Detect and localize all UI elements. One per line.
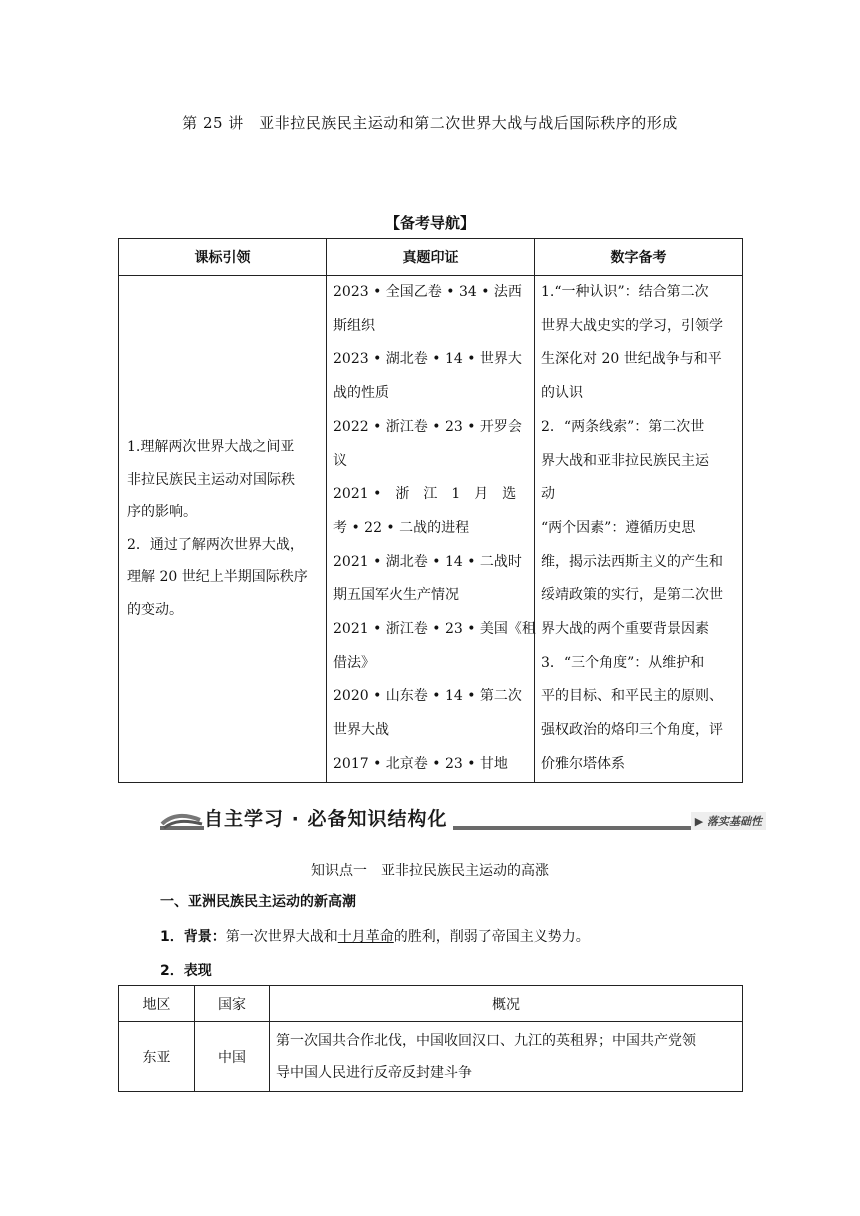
section-heading: 一、亚洲民族民主运动的新高潮 <box>160 894 356 910</box>
region-cell: 东亚 <box>119 1022 195 1092</box>
section-banner <box>160 806 766 832</box>
text-line: 3．“三个角度”：从维护和 <box>541 654 705 671</box>
background-text-after: 的胜利，削弱了帝国主义势力。 <box>393 929 590 945</box>
text-line: 理解 20 世纪上半期国际秩序 <box>127 569 308 586</box>
table-row <box>119 276 743 783</box>
table-header-row <box>119 986 743 1022</box>
banner-tag-label: 落实基础性 <box>707 815 762 828</box>
header-digital-prep: 数字备考 <box>535 239 743 276</box>
overview-cell <box>270 1022 743 1092</box>
background-text-before: 第一次世界大战和 <box>225 929 338 945</box>
country-cell: 中国 <box>195 1022 270 1092</box>
text-line: 强权政治的烙印三个角度，评 <box>541 722 723 739</box>
text-line: 斯组织 <box>333 317 375 334</box>
knowledge-point-title: 知识点一 亚非拉民族民主运动的高涨 <box>311 863 549 879</box>
text-line: 2021 • 浙江卷 • 23 • 美国《租 <box>333 621 536 638</box>
text-line: 导中国人民进行反帝反封建斗争 <box>276 1064 472 1081</box>
text-line: 1.“一种认识”：结合第二次 <box>541 284 709 300</box>
text-line: 2022 • 浙江卷 • 23 • 开罗会 <box>333 418 522 435</box>
text-line: 考 • 22 • 二战的进程 <box>333 519 470 536</box>
header-curriculum: 课标引领 <box>119 239 327 276</box>
text-line: 绥靖政策的实行，是第二次世 <box>541 587 723 604</box>
text-line: 世界大战 <box>333 722 389 739</box>
exam-navigation-table <box>118 238 743 783</box>
table-header-row <box>119 239 743 276</box>
text-line: 维，揭示法西斯主义的产生和 <box>541 553 723 570</box>
table-row <box>119 1022 743 1092</box>
text-line: 借法》 <box>333 654 375 671</box>
page-title: 第 25 讲 亚非拉民族民主运动和第二次世界大战与战后国际秩序的形成 <box>182 114 678 132</box>
text-line: 议 <box>333 452 347 469</box>
text-line: 非拉民族民主运动对国际秩 <box>127 471 295 488</box>
text-line: “两个因素”：遵循历史思 <box>541 519 696 536</box>
text-line: 序的影响。 <box>127 504 197 521</box>
text-line: 期五国军火生产情况 <box>333 587 459 604</box>
text-line: 2023 • 全国乙卷 • 34 • 法西 <box>333 284 522 300</box>
text-line: 2．通过了解两次世界大战， <box>127 536 304 553</box>
text-line: 界大战和亚非拉民族民主运 <box>541 452 709 469</box>
text-line: 2021 • 湖北卷 • 14 • 二战时 <box>333 553 522 570</box>
text-line: 2021 • 浙 江 1 月 选 <box>333 486 517 503</box>
header-exam-questions: 真题印证 <box>327 239 535 276</box>
background-label: 1．背景： <box>160 929 226 945</box>
text-line: 世界大战史实的学习，引领学 <box>541 317 723 334</box>
swoosh-arrow-icon <box>160 808 204 830</box>
text-line: 战的性质 <box>333 385 389 402</box>
text-line: 平的目标、和平民主的原则、 <box>541 688 723 705</box>
nav-heading: 【备考导航】 <box>384 214 475 232</box>
background-paragraph <box>160 926 590 946</box>
text-line: 生深化对 20 世纪战争与和平 <box>541 351 722 368</box>
text-line: 第一次国共合作北伐，中国收回汉口、九江的英租界；中国共产党领 <box>276 1032 696 1049</box>
performance-table <box>118 985 743 1092</box>
text-line: 界大战的两个重要背景因素 <box>541 621 709 638</box>
performance-label: 2．表现 <box>160 963 212 979</box>
header-overview: 概况 <box>270 986 743 1022</box>
curriculum-cell <box>119 276 327 783</box>
exam-questions-cell <box>327 276 535 783</box>
digital-prep-cell <box>535 276 743 783</box>
banner-title: 自主学习 · 必备知识结构化 <box>204 804 453 831</box>
text-line: 2．“两条线索”：第二次世 <box>541 418 705 435</box>
underlined-term: 十月革命 <box>337 929 394 945</box>
text-line: 动 <box>541 486 555 503</box>
text-line: 的认识 <box>541 385 583 402</box>
text-line: 2017 • 北京卷 • 23 • 甘地 <box>333 755 508 772</box>
banner-tag <box>691 812 766 830</box>
text-line: 2023 • 湖北卷 • 14 • 世界大 <box>333 351 522 368</box>
header-country: 国家 <box>195 986 270 1022</box>
header-region: 地区 <box>119 986 195 1022</box>
text-line: 1.理解两次世界大战之间亚 <box>127 439 295 456</box>
play-arrow-icon: ▶ <box>694 815 704 828</box>
text-line: 价雅尔塔体系 <box>541 755 625 772</box>
text-line: 的变动。 <box>127 601 183 618</box>
text-line: 2020 • 山东卷 • 14 • 第二次 <box>333 688 522 705</box>
